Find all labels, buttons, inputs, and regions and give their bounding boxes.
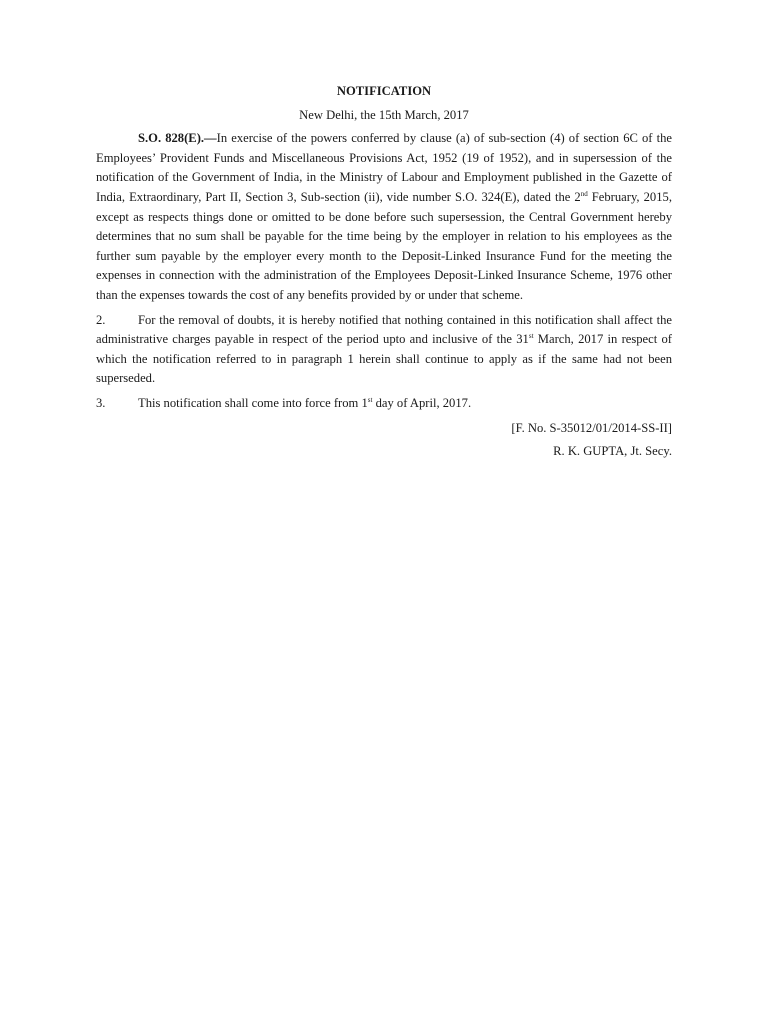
paragraph-1-sup: nd bbox=[580, 189, 588, 198]
document-title: NOTIFICATION bbox=[336, 84, 432, 98]
paragraph-3 bbox=[96, 394, 672, 414]
paragraph-3-number: 3. bbox=[96, 395, 106, 410]
paragraph-1-text-b: February, 2015, except as respects things done or omitted to be done before such supersession, the Central Government hereby determines that no sum shall be payable for the time being by the employer in relation to his employees as the further sum payable by the employer every month to the Deposit-Linked Insurance Fund for the meeting the expenses in connection with the administration of the Employees Deposit-Linked Insurance Scheme, 1976 other than the expenses towards the cost of any benefits provided by or under that scheme. bbox=[96, 189, 672, 302]
so-number: S.O. 828(E).— bbox=[138, 131, 217, 146]
paragraph-3-sup: st bbox=[367, 395, 373, 404]
paragraph-2 bbox=[96, 311, 672, 389]
paragraph-3-text-a: This notification shall come into force from 1 bbox=[138, 395, 368, 410]
paragraph-2-number: 2. bbox=[96, 312, 106, 327]
paragraph-2-sup: st bbox=[528, 332, 534, 341]
paragraph-2-text-a: For the removal of doubts, it is hereby notified that nothing contained in this notification shall affect the administrative charges payable in respect of the period upto and inclusive of the 31 bbox=[96, 312, 672, 347]
signatory: R. K. GUPTA, Jt. Secy. bbox=[553, 444, 672, 459]
paragraph-2-text-b: March, 2017 in respect of which the notification referred to in paragraph 1 herein shall continue to apply as if the same had not been superseded. bbox=[96, 332, 672, 386]
notification-page bbox=[96, 78, 672, 466]
file-number: [F. No. S-35012/01/2014-SS-II] bbox=[511, 420, 672, 435]
paragraph-3-text-b: day of April, 2017. bbox=[372, 395, 472, 410]
paragraph-1 bbox=[96, 129, 672, 305]
dateline: New Delhi, the 15th March, 2017 bbox=[299, 107, 469, 122]
paragraph-1-text-a: In exercise of the powers conferred by clause (a) of sub-section (4) of section 6C of the Employees’ Provident Funds and Miscellaneous Provisions Act, 1952 (19 of 1952), and in supersession of the notification of the Government of India, in the Ministry of Labour and Employment published in the Gazette of India, Extraordinary, Part II, Section 3, Sub-section (ii), vide number S.O. 324(E), dated the 2 bbox=[96, 131, 672, 204]
